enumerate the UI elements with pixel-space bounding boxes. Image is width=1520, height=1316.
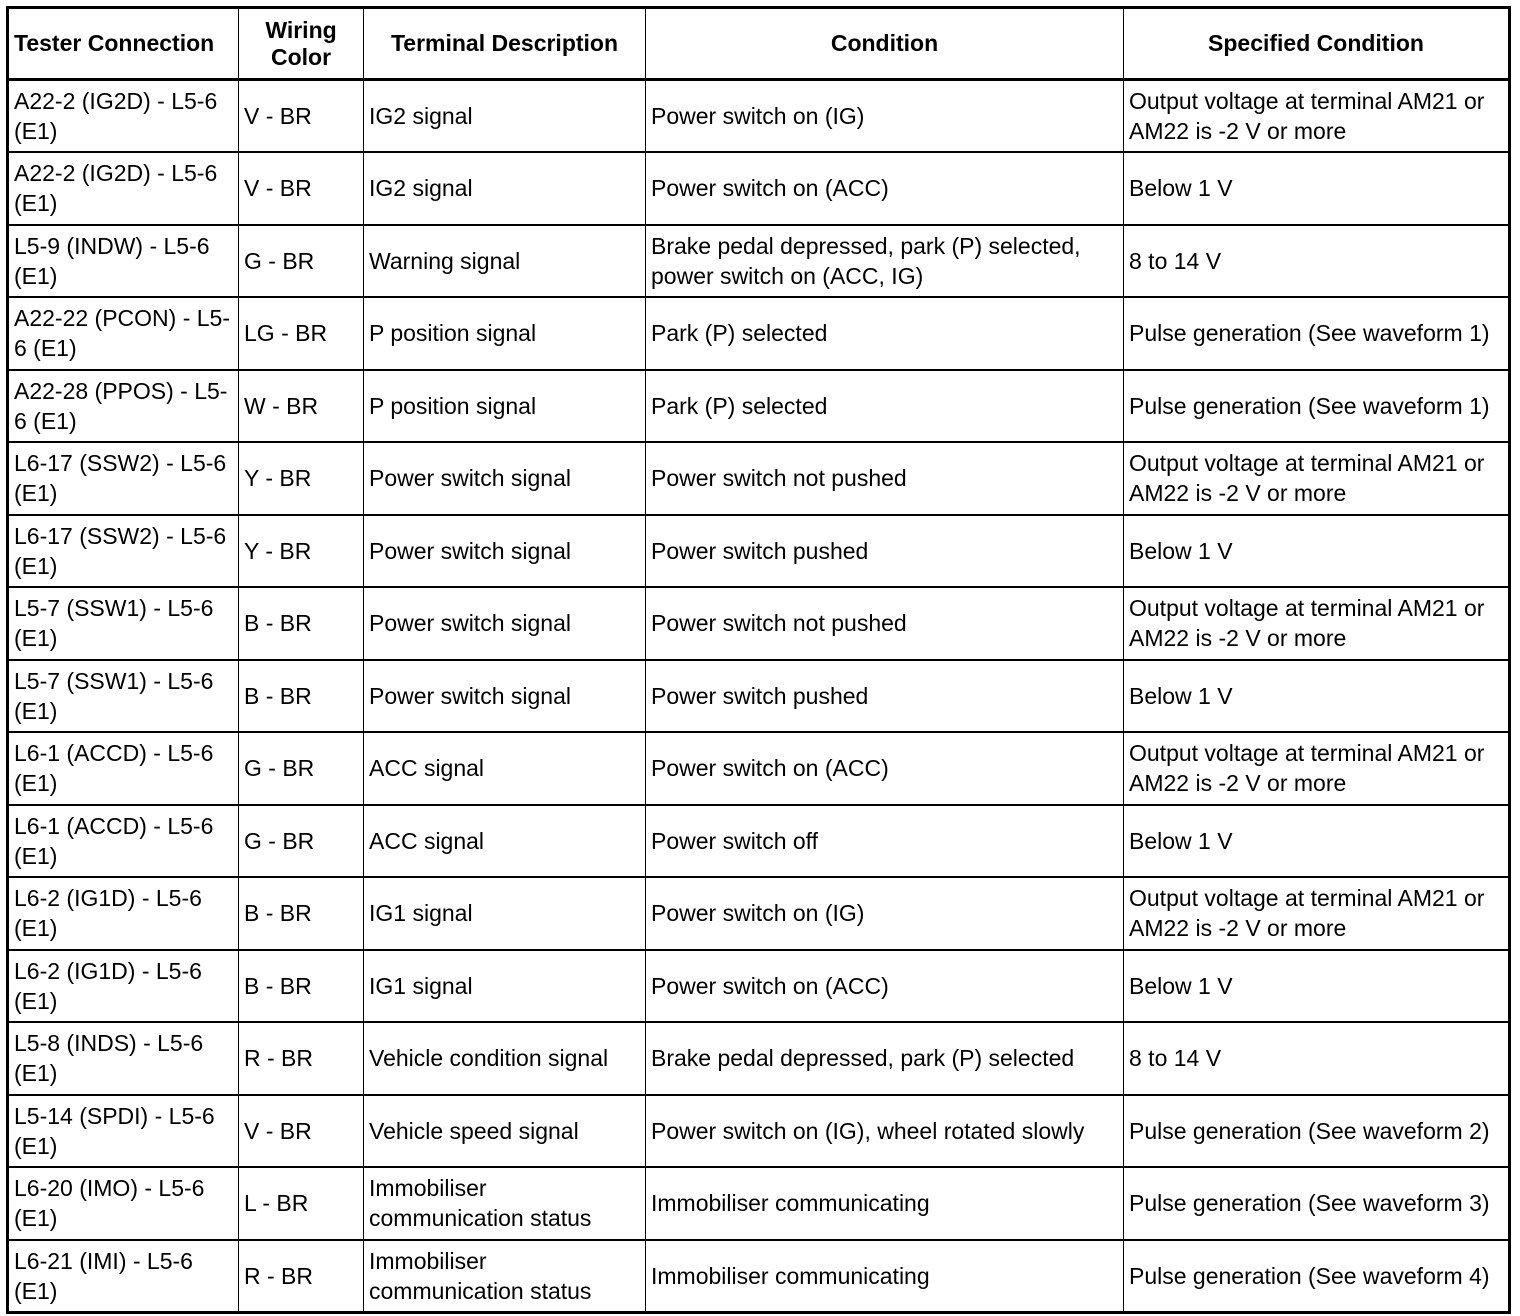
table-row (8, 297, 1510, 370)
table-row (8, 950, 1510, 1023)
cell-terminal-description: Power switch signal (364, 515, 646, 588)
cell-wiring-color: G - BR (239, 805, 364, 878)
table-row (8, 1240, 1510, 1313)
cell-wiring-color: Y - BR (239, 515, 364, 588)
table-row (8, 1095, 1510, 1168)
table-row (8, 225, 1510, 298)
cell-tester-connection: L5-8 (INDS) - L5-6 (E1) (8, 1022, 239, 1095)
cell-specified-condition: Pulse generation (See waveform 2) (1124, 1095, 1510, 1168)
cell-wiring-color: V - BR (239, 1095, 364, 1168)
table-row (8, 877, 1510, 950)
table-row (8, 1167, 1510, 1240)
cell-specified-condition: Output voltage at terminal AM21 or AM22 is -2 V or more (1124, 877, 1510, 950)
table-row (8, 660, 1510, 733)
cell-tester-connection: A22-2 (IG2D) - L5-6 (E1) (8, 80, 239, 153)
header-specified-condition: Specified Condition (1124, 8, 1510, 80)
cell-wiring-color: L - BR (239, 1167, 364, 1240)
cell-condition: Immobiliser communicating (646, 1167, 1124, 1240)
cell-specified-condition: Below 1 V (1124, 950, 1510, 1023)
cell-specified-condition: Output voltage at terminal AM21 or AM22 is -2 V or more (1124, 732, 1510, 805)
cell-tester-connection: L5-7 (SSW1) - L5-6 (E1) (8, 660, 239, 733)
table-body (8, 80, 1510, 1313)
cell-condition: Park (P) selected (646, 297, 1124, 370)
cell-terminal-description: Vehicle condition signal (364, 1022, 646, 1095)
cell-wiring-color: LG - BR (239, 297, 364, 370)
cell-condition: Power switch on (ACC) (646, 152, 1124, 225)
cell-specified-condition: Below 1 V (1124, 152, 1510, 225)
cell-terminal-description: Power switch signal (364, 660, 646, 733)
table-row (8, 80, 1510, 153)
cell-wiring-color: V - BR (239, 152, 364, 225)
table-row (8, 1022, 1510, 1095)
cell-tester-connection: A22-28 (PPOS) - L5-6 (E1) (8, 370, 239, 443)
table-row (8, 732, 1510, 805)
header-tester-connection: Tester Connection (8, 8, 239, 80)
cell-tester-connection: L6-20 (IMO) - L5-6 (E1) (8, 1167, 239, 1240)
cell-tester-connection: L5-7 (SSW1) - L5-6 (E1) (8, 587, 239, 660)
cell-wiring-color: B - BR (239, 950, 364, 1023)
cell-condition: Power switch on (ACC) (646, 950, 1124, 1023)
cell-condition: Power switch on (IG) (646, 877, 1124, 950)
cell-terminal-description: Power switch signal (364, 442, 646, 515)
cell-specified-condition: Below 1 V (1124, 515, 1510, 588)
cell-tester-connection: L6-1 (ACCD) - L5-6 (E1) (8, 805, 239, 878)
cell-wiring-color: B - BR (239, 587, 364, 660)
cell-tester-connection: L6-17 (SSW2) - L5-6 (E1) (8, 442, 239, 515)
cell-condition: Immobiliser communicating (646, 1240, 1124, 1313)
cell-condition: Power switch on (IG), wheel rotated slowly (646, 1095, 1124, 1168)
cell-tester-connection: L5-9 (INDW) - L5-6 (E1) (8, 225, 239, 298)
cell-specified-condition: Below 1 V (1124, 660, 1510, 733)
cell-condition: Park (P) selected (646, 370, 1124, 443)
terminal-spec-table (6, 6, 1511, 1314)
cell-condition: Brake pedal depressed, park (P) selected, power switch on (ACC, IG) (646, 225, 1124, 298)
cell-tester-connection: A22-22 (PCON) - L5-6 (E1) (8, 297, 239, 370)
header-wiring-color: Wiring Color (239, 8, 364, 80)
table-row (8, 370, 1510, 443)
cell-terminal-description: ACC signal (364, 805, 646, 878)
cell-tester-connection: L6-21 (IMI) - L5-6 (E1) (8, 1240, 239, 1313)
cell-terminal-description: IG1 signal (364, 950, 646, 1023)
cell-tester-connection: L6-2 (IG1D) - L5-6 (E1) (8, 950, 239, 1023)
header-terminal-description: Terminal Description (364, 8, 646, 80)
table-row (8, 442, 1510, 515)
cell-wiring-color: G - BR (239, 225, 364, 298)
cell-terminal-description: Immobiliser communication status (364, 1167, 646, 1240)
cell-wiring-color: W - BR (239, 370, 364, 443)
cell-terminal-description: IG2 signal (364, 80, 646, 153)
cell-specified-condition: Pulse generation (See waveform 1) (1124, 370, 1510, 443)
table-header-row (8, 8, 1510, 80)
table-row (8, 515, 1510, 588)
cell-terminal-description: Power switch signal (364, 587, 646, 660)
cell-specified-condition: Output voltage at terminal AM21 or AM22 is -2 V or more (1124, 442, 1510, 515)
cell-tester-connection: L6-1 (ACCD) - L5-6 (E1) (8, 732, 239, 805)
cell-terminal-description: Immobiliser communication status (364, 1240, 646, 1313)
cell-wiring-color: R - BR (239, 1022, 364, 1095)
cell-terminal-description: ACC signal (364, 732, 646, 805)
cell-condition: Power switch pushed (646, 515, 1124, 588)
cell-condition: Power switch on (IG) (646, 80, 1124, 153)
cell-terminal-description: P position signal (364, 370, 646, 443)
cell-tester-connection: L6-2 (IG1D) - L5-6 (E1) (8, 877, 239, 950)
cell-tester-connection: L5-14 (SPDI) - L5-6 (E1) (8, 1095, 239, 1168)
cell-terminal-description: Warning signal (364, 225, 646, 298)
cell-condition: Power switch pushed (646, 660, 1124, 733)
cell-wiring-color: B - BR (239, 660, 364, 733)
cell-terminal-description: IG1 signal (364, 877, 646, 950)
cell-wiring-color: B - BR (239, 877, 364, 950)
cell-wiring-color: R - BR (239, 1240, 364, 1313)
cell-condition: Power switch not pushed (646, 442, 1124, 515)
cell-wiring-color: Y - BR (239, 442, 364, 515)
cell-terminal-description: IG2 signal (364, 152, 646, 225)
cell-condition: Power switch on (ACC) (646, 732, 1124, 805)
cell-terminal-description: Vehicle speed signal (364, 1095, 646, 1168)
header-condition: Condition (646, 8, 1124, 80)
cell-specified-condition: Pulse generation (See waveform 4) (1124, 1240, 1510, 1313)
cell-specified-condition: Pulse generation (See waveform 1) (1124, 297, 1510, 370)
cell-tester-connection: L6-17 (SSW2) - L5-6 (E1) (8, 515, 239, 588)
cell-specified-condition: Output voltage at terminal AM21 or AM22 is -2 V or more (1124, 80, 1510, 153)
cell-specified-condition: Output voltage at terminal AM21 or AM22 is -2 V or more (1124, 587, 1510, 660)
cell-tester-connection: A22-2 (IG2D) - L5-6 (E1) (8, 152, 239, 225)
cell-specified-condition: 8 to 14 V (1124, 225, 1510, 298)
cell-specified-condition: Below 1 V (1124, 805, 1510, 878)
cell-specified-condition: 8 to 14 V (1124, 1022, 1510, 1095)
cell-condition: Brake pedal depressed, park (P) selected (646, 1022, 1124, 1095)
table-row (8, 805, 1510, 878)
cell-condition: Power switch not pushed (646, 587, 1124, 660)
table-row (8, 152, 1510, 225)
table-row (8, 587, 1510, 660)
cell-wiring-color: V - BR (239, 80, 364, 153)
cell-condition: Power switch off (646, 805, 1124, 878)
cell-specified-condition: Pulse generation (See waveform 3) (1124, 1167, 1510, 1240)
cell-wiring-color: G - BR (239, 732, 364, 805)
cell-terminal-description: P position signal (364, 297, 646, 370)
